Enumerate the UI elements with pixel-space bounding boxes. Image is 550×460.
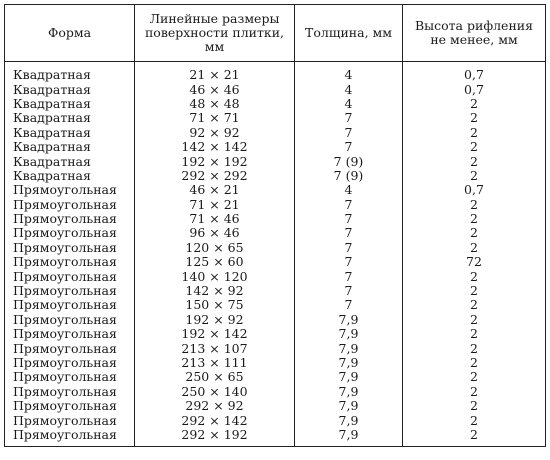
cell-thickness: 7,9: [295, 327, 403, 341]
cell-ribbing-height: 2: [403, 399, 546, 413]
cell-thickness: 7,9: [295, 313, 403, 327]
table-row: [5, 140, 546, 154]
header-surface-size: Линейные размеры поверхности плитки, мм: [135, 5, 295, 62]
cell-thickness: 7,9: [295, 428, 403, 447]
cell-thickness: 7: [295, 269, 403, 283]
cell-surface-size: 192 × 92: [135, 313, 295, 327]
cell-ribbing-height: 2: [403, 428, 546, 447]
cell-surface-size: 120 × 65: [135, 241, 295, 255]
table-row: [5, 198, 546, 212]
cell-thickness: 4: [295, 82, 403, 96]
cell-thickness: 4: [295, 97, 403, 111]
table-row: [5, 269, 546, 283]
cell-shape: Квадратная: [5, 126, 135, 140]
cell-ribbing-height: 0,7: [403, 82, 546, 96]
cell-surface-size: 250 × 65: [135, 370, 295, 384]
cell-thickness: 7: [295, 255, 403, 269]
cell-ribbing-height: 2: [403, 356, 546, 370]
cell-thickness: 7: [295, 226, 403, 240]
cell-surface-size: 150 × 75: [135, 298, 295, 312]
table-row: [5, 385, 546, 399]
cell-surface-size: 213 × 107: [135, 341, 295, 355]
cell-surface-size: 292 × 292: [135, 169, 295, 183]
cell-surface-size: 71 × 21: [135, 198, 295, 212]
table-row: [5, 111, 546, 125]
table-row: [5, 428, 546, 447]
cell-surface-size: 142 × 92: [135, 284, 295, 298]
cell-ribbing-height: 2: [403, 284, 546, 298]
cell-surface-size: 140 × 120: [135, 269, 295, 283]
cell-surface-size: 46 × 46: [135, 82, 295, 96]
cell-surface-size: 21 × 21: [135, 62, 295, 83]
cell-surface-size: 46 × 21: [135, 183, 295, 197]
cell-surface-size: 192 × 192: [135, 154, 295, 168]
cell-ribbing-height: 2: [403, 269, 546, 283]
cell-thickness: 7,9: [295, 370, 403, 384]
table-row: [5, 399, 546, 413]
cell-shape: Прямоугольная: [5, 385, 135, 399]
cell-thickness: 7: [295, 284, 403, 298]
cell-shape: Квадратная: [5, 111, 135, 125]
cell-shape: Прямоугольная: [5, 183, 135, 197]
cell-thickness: 7: [295, 126, 403, 140]
table-row: [5, 356, 546, 370]
cell-thickness: 7: [295, 212, 403, 226]
table-row: [5, 183, 546, 197]
cell-thickness: 7: [295, 298, 403, 312]
cell-thickness: 4: [295, 183, 403, 197]
cell-shape: Прямоугольная: [5, 413, 135, 427]
cell-shape: Прямоугольная: [5, 269, 135, 283]
table-row: [5, 370, 546, 384]
cell-surface-size: 292 × 192: [135, 428, 295, 447]
cell-ribbing-height: 2: [403, 298, 546, 312]
cell-thickness: 4: [295, 62, 403, 83]
header-thickness: Толщина, мм: [295, 5, 403, 62]
table-row: [5, 313, 546, 327]
cell-ribbing-height: 2: [403, 126, 546, 140]
cell-ribbing-height: 2: [403, 97, 546, 111]
header-ribbing-height: Высота рифления не менее, мм: [403, 5, 546, 62]
table-row: [5, 212, 546, 226]
cell-ribbing-height: 0,7: [403, 62, 546, 83]
cell-ribbing-height: 2: [403, 169, 546, 183]
cell-thickness: 7,9: [295, 356, 403, 370]
cell-ribbing-height: 2: [403, 212, 546, 226]
cell-thickness: 7 (9): [295, 154, 403, 168]
table-row: [5, 413, 546, 427]
table-row: [5, 97, 546, 111]
table-row: [5, 341, 546, 355]
cell-shape: Квадратная: [5, 169, 135, 183]
cell-ribbing-height: 2: [403, 140, 546, 154]
cell-surface-size: 92 × 92: [135, 126, 295, 140]
cell-surface-size: 71 × 46: [135, 212, 295, 226]
cell-surface-size: 48 × 48: [135, 97, 295, 111]
cell-thickness: 7: [295, 111, 403, 125]
table-row: [5, 62, 546, 83]
table-row: [5, 298, 546, 312]
cell-surface-size: 213 × 111: [135, 356, 295, 370]
cell-ribbing-height: 72: [403, 255, 546, 269]
cell-surface-size: 292 × 142: [135, 413, 295, 427]
cell-shape: Прямоугольная: [5, 399, 135, 413]
cell-shape: Прямоугольная: [5, 198, 135, 212]
table-row: [5, 226, 546, 240]
table-row: [5, 82, 546, 96]
cell-shape: Прямоугольная: [5, 284, 135, 298]
cell-ribbing-height: 2: [403, 226, 546, 240]
cell-shape: Прямоугольная: [5, 356, 135, 370]
cell-surface-size: 142 × 142: [135, 140, 295, 154]
cell-thickness: 7,9: [295, 413, 403, 427]
cell-ribbing-height: 2: [403, 154, 546, 168]
cell-thickness: 7: [295, 140, 403, 154]
cell-surface-size: 71 × 71: [135, 111, 295, 125]
cell-shape: Прямоугольная: [5, 370, 135, 384]
header-shape: Форма: [5, 5, 135, 62]
table-row: [5, 255, 546, 269]
cell-ribbing-height: 2: [403, 313, 546, 327]
cell-shape: Квадратная: [5, 97, 135, 111]
cell-ribbing-height: 2: [403, 327, 546, 341]
cell-ribbing-height: 2: [403, 111, 546, 125]
cell-shape: Прямоугольная: [5, 298, 135, 312]
cell-surface-size: 292 × 92: [135, 399, 295, 413]
cell-ribbing-height: 2: [403, 341, 546, 355]
tile-dimensions-table: [4, 4, 546, 447]
table-row: [5, 327, 546, 341]
cell-surface-size: 125 × 60: [135, 255, 295, 269]
table-row: [5, 241, 546, 255]
cell-ribbing-height: 0,7: [403, 183, 546, 197]
cell-surface-size: 96 × 46: [135, 226, 295, 240]
cell-shape: Квадратная: [5, 140, 135, 154]
table-row: [5, 284, 546, 298]
cell-shape: Прямоугольная: [5, 341, 135, 355]
cell-shape: Прямоугольная: [5, 327, 135, 341]
cell-surface-size: 250 × 140: [135, 385, 295, 399]
header-row: [5, 5, 546, 62]
cell-shape: Прямоугольная: [5, 428, 135, 447]
cell-shape: Прямоугольная: [5, 212, 135, 226]
table-body: [5, 62, 546, 447]
cell-thickness: 7,9: [295, 341, 403, 355]
cell-shape: Квадратная: [5, 82, 135, 96]
cell-ribbing-height: 2: [403, 241, 546, 255]
cell-thickness: 7 (9): [295, 169, 403, 183]
table-header: [5, 5, 546, 62]
cell-thickness: 7,9: [295, 385, 403, 399]
cell-ribbing-height: 2: [403, 370, 546, 384]
cell-shape: Прямоугольная: [5, 241, 135, 255]
cell-shape: Прямоугольная: [5, 313, 135, 327]
cell-ribbing-height: 2: [403, 198, 546, 212]
cell-thickness: 7: [295, 241, 403, 255]
cell-thickness: 7,9: [295, 399, 403, 413]
table-row: [5, 126, 546, 140]
table-row: [5, 169, 546, 183]
cell-surface-size: 192 × 142: [135, 327, 295, 341]
cell-shape: Квадратная: [5, 62, 135, 83]
cell-shape: Квадратная: [5, 154, 135, 168]
cell-thickness: 7: [295, 198, 403, 212]
cell-shape: Прямоугольная: [5, 255, 135, 269]
cell-ribbing-height: 2: [403, 385, 546, 399]
cell-shape: Прямоугольная: [5, 226, 135, 240]
table-row: [5, 154, 546, 168]
cell-ribbing-height: 2: [403, 413, 546, 427]
